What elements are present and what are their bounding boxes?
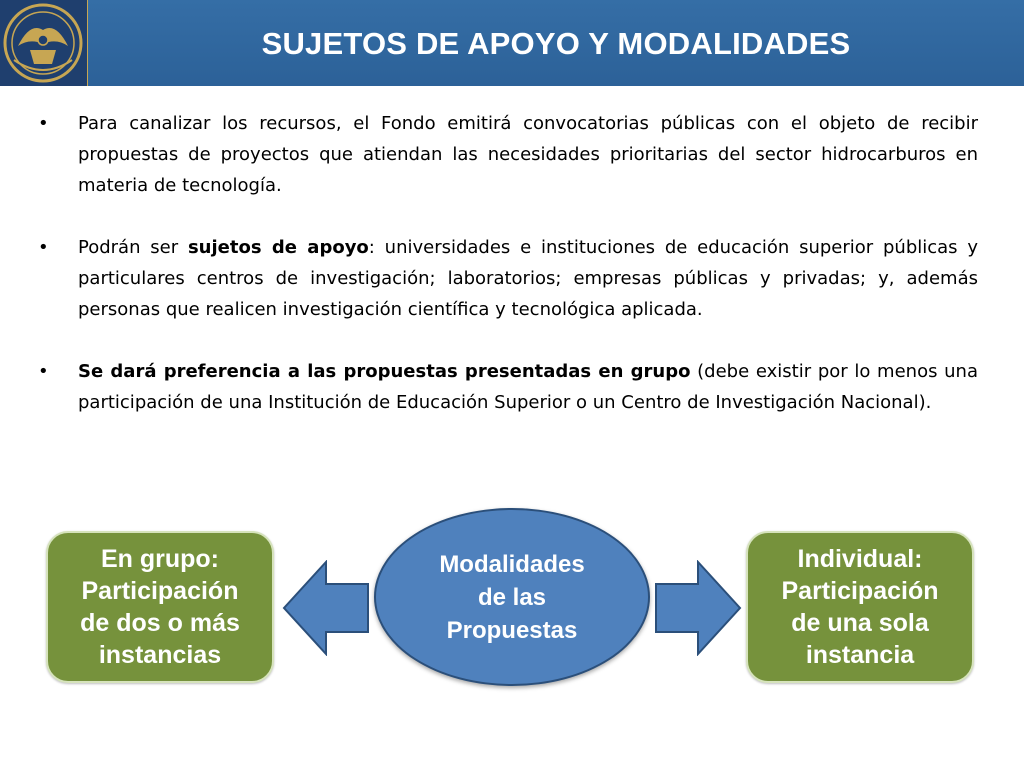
right-arrow-icon <box>654 560 742 656</box>
center-line: Propuestas <box>446 616 578 644</box>
bullet-marker: • <box>38 237 49 258</box>
center-line: de las <box>477 583 547 611</box>
modalidades-ellipse <box>374 508 650 686</box>
bullet-bold-text: Se dará preferencia a las propuestas presentadas en grupo <box>78 361 691 382</box>
bullet-text-before: Podrán ser <box>78 237 188 258</box>
slide-header <box>0 0 1024 86</box>
bullet-marker: • <box>38 361 49 382</box>
bullet-text-after: (debe existir por lo menos una participación de una Institución de Educación Superior o un Centro de Investigación Nacional). <box>78 361 978 413</box>
bullet-bold-text: sujetos de apoyo <box>187 237 369 258</box>
bullet-marker: • <box>38 113 49 134</box>
individual-line: Individual: <box>797 545 923 573</box>
grupo-line: instancias <box>98 641 222 669</box>
individual-line: instancia <box>805 641 915 669</box>
grupo-line: En grupo: <box>100 545 219 573</box>
grupo-line: Participación <box>81 577 239 605</box>
modalidades-diagram <box>0 500 1024 700</box>
bullet-text: Para canalizar los recursos, el Fondo emitirá convocatorias públicas con el objeto de recibir propuestas de proyectos que atiendan las necesidades prioritarias del sector hidrocarburos en materia de tecnología. <box>78 113 978 196</box>
bullet-item-fondo <box>30 108 978 201</box>
university-seal-icon <box>0 0 88 86</box>
individual-line: de una sola <box>791 609 929 637</box>
bullet-list <box>30 108 978 449</box>
bullet-text-after: : universidades e instituciones de educación superior públicas y particulares centros de investigación; laboratorios; empresas públicas y privadas; y, además personas que realicen investigación científica y tecnológica aplicada. <box>78 237 978 320</box>
left-arrow-icon <box>282 560 370 656</box>
bullet-item-sujetos <box>30 232 978 325</box>
bullet-item-preferencia <box>30 356 978 418</box>
individual-box <box>746 531 974 683</box>
center-line: Modalidades <box>439 550 585 578</box>
grupo-box <box>46 531 274 683</box>
grupo-line: de dos o más <box>80 609 240 637</box>
page-title: SUJETOS DE APOYO Y MODALIDADES <box>261 26 851 61</box>
individual-line: Participación <box>781 577 939 605</box>
